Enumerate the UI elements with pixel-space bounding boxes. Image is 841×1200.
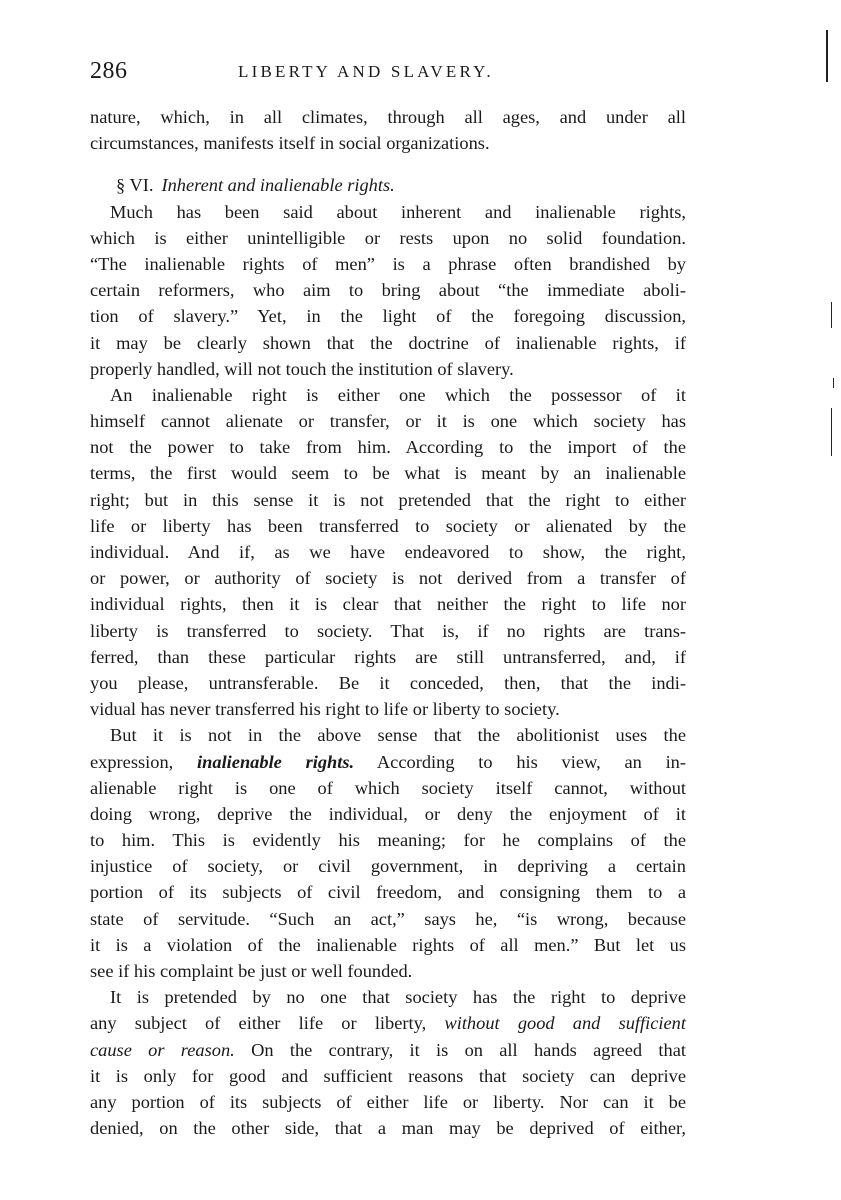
text-line: portion of its subjects of civil freedom, and consigning them to a — [90, 882, 686, 903]
text-line: liberty is transferred to society. That is, if no rights are trans- — [90, 620, 686, 641]
text-segment: expression, — [90, 751, 174, 772]
page-header — [90, 58, 686, 90]
text-segment: any subject of either life or liberty, — [90, 1013, 427, 1034]
text-line: any portion of its subjects of either life or liberty. Nor can it be — [90, 1091, 686, 1112]
text-line: nature, which, in all climates, through all ages, and under all — [90, 107, 686, 127]
text-line: see if his complaint be just or well founded. — [90, 961, 413, 981]
text-line: certain reformers, who aim to bring about “the immediate aboli- — [90, 280, 686, 301]
text-line: to him. This is evidently his meaning; for he complains of the — [90, 830, 686, 851]
text-line: it is a violation of the inalienable rights of all men.” But let us — [90, 934, 686, 955]
text-line — [90, 749, 686, 775]
section-number: § VI. — [116, 175, 154, 196]
scan-edge-mark — [831, 302, 832, 328]
text-line: right; but in this sense it is not pretended that the right to either — [90, 489, 686, 510]
running-head: LIBERTY AND SLAVERY. — [238, 62, 494, 81]
italic-phrase: cause or reason. — [90, 1039, 235, 1060]
text-line: doing wrong, deprive the individual, or deny the enjoyment of it — [90, 803, 686, 824]
text-line: “The inalienable rights of men” is a phrase often brandished by — [90, 253, 686, 274]
italic-phrase: without good and sufficient — [444, 1013, 686, 1034]
text-line — [90, 1037, 686, 1063]
text-line: tion of slavery.” Yet, in the light of the foregoing discussion, — [90, 306, 686, 327]
text-line: it may be clearly shown that the doctrine of inalienable rights, if — [90, 332, 686, 353]
text-segment: On the contrary, it is on all hands agreed that — [251, 1039, 686, 1060]
text-line: or power, or authority of society is not derived from a transfer of — [90, 568, 686, 589]
scan-edge-mark — [826, 30, 828, 82]
text-line: Much has been said about inherent and inalienable rights, — [110, 201, 686, 222]
text-line: which is either unintelligible or rests upon no solid foundation. — [90, 227, 686, 248]
text-line: himself cannot alienate or transfer, or it is one which society has — [90, 411, 686, 432]
text-line: terms, the first would seem to be what is meant by an inalienable — [90, 463, 686, 484]
text-line: properly handled, will not touch the institution of slavery. — [90, 358, 514, 379]
page-number: 286 — [90, 58, 128, 84]
text-line: An inalienable right is either one which the possessor of it — [110, 384, 686, 405]
body-text — [90, 104, 686, 1141]
text-line: But it is not in the above sense that the abolitionist uses the — [110, 725, 686, 746]
text-line: vidual has never transferred his right to life or liberty to society. — [90, 699, 560, 720]
text-line — [90, 1010, 686, 1036]
text-line: you please, untransferable. Be it conceded, then, that the indi- — [90, 672, 686, 693]
text-line: ferred, than these particular rights are still untransferred, and, if — [90, 646, 686, 667]
section-heading — [90, 172, 686, 198]
scan-edge-mark — [831, 408, 832, 456]
section-title: Inherent and inalienable rights. — [161, 175, 395, 196]
text-line: individual. And if, as we have endeavored to show, the right, — [90, 542, 686, 562]
scan-edge-mark — [833, 378, 834, 388]
text-line: state of servitude. “Such an act,” says he, “is wrong, because — [90, 908, 686, 929]
text-line: injustice of society, or civil government, in depriving a certain — [90, 856, 686, 877]
text-line: alienable right is one of which society itself cannot, without — [90, 777, 686, 798]
text-line: individual rights, then it is clear that neither the right to life nor — [90, 594, 686, 615]
text-line: not the power to take from him. According to the import of the — [90, 437, 686, 458]
text-line: circumstances, manifests itself in social organizations. — [90, 133, 490, 154]
text-line: It is pretended by no one that society has the right to deprive — [110, 987, 686, 1008]
text-line: it is only for good and sufficient reasons that society can deprive — [90, 1065, 686, 1086]
text-line: denied, on the other side, that a man may be deprived of either, — [90, 1118, 686, 1139]
text-line: life or liberty has been transferred to society or alienated by the — [90, 515, 686, 536]
text-segment: According to his view, an in- — [376, 751, 686, 772]
italic-phrase: inalienable rights. — [197, 751, 355, 772]
